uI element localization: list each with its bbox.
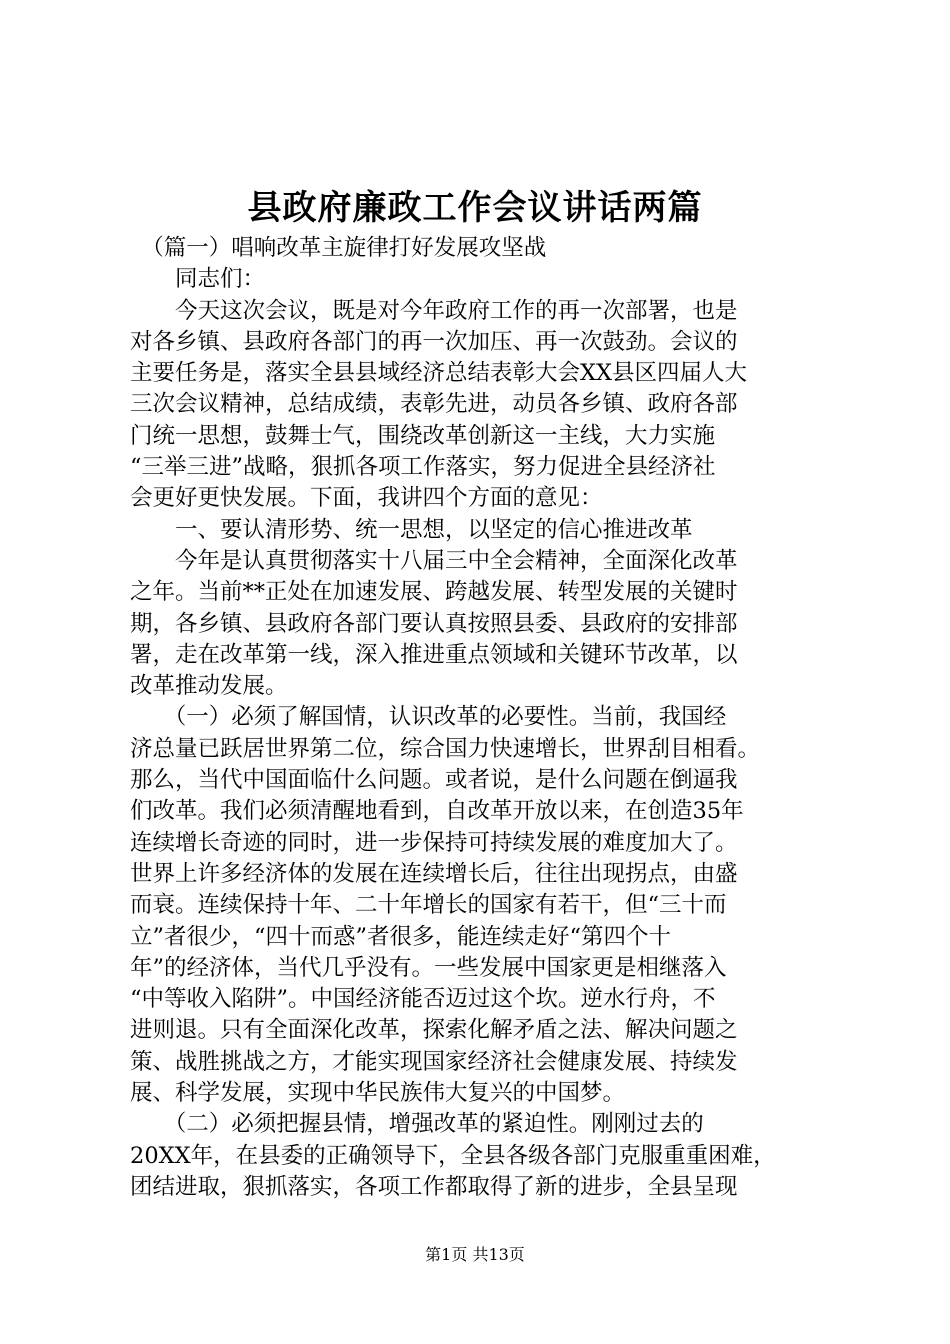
text-line: （篇一）唱响改革主旋律打好发展攻坚战 [130,235,547,261]
page-footer: 第1页 共13页 [425,1245,525,1264]
text-line: 一、要认清形势、统一思想，以坚定的信心推进改革 [130,516,693,543]
text-line: 同志们： [130,266,266,293]
text-line: （一）必须了解国情，认识改革的必要性。当前，我国经 [130,704,727,731]
text-line: 改革推动发展。 [130,673,288,700]
text-line: 门统一思想，鼓舞士气，围绕改革创新这一主线，大力实施 [130,422,716,449]
text-line: 署，走在改革第一线，深入推进重点领域和关键环节改革，以 [130,641,738,668]
text-line: 策、战胜挑战之方，才能实现国家经济社会健康发展、持续发 [130,1048,738,1075]
text-line: 世界上许多经济体的发展在连续增长后，往往出现拐点，由盛 [130,860,738,887]
text-line: 济总量已跃居世界第二位，综合国力快速增长，世界刮目相看。 [130,735,761,762]
text-line: 20XX年，在县委的正确领导下，全县各级各部门克服重重困难， [130,1142,776,1169]
text-line: 对各乡镇、县政府各部门的再一次加压、再一次鼓劲。会议的 [130,328,738,355]
text-line: 连续增长奇迹的同时，进一步保持可持续发展的难度加大了。 [130,829,738,856]
text-line: 们改革。我们必须清醒地看到，自改革开放以来，在创造35年 [130,798,744,825]
text-line: “中等收入陷阱”。中国经济能否迈过这个坎。逆水行舟，不 [130,986,716,1013]
text-line: 年”的经济体，当代几乎没有。一些发展中国家更是相继落入 [130,954,727,981]
text-line: 展、科学发展，实现中华民族伟大复兴的中国梦。 [130,1080,626,1107]
text-line: 期，各乡镇、县政府各部门要认真按照县委、县政府的安排部 [130,610,738,637]
text-line: 立”者很少，“四十而惑”者很多，能连续走好“第四个十 [130,923,672,950]
document-title: 县政府廉政工作会议讲话两篇 [247,188,703,228]
text-line: 今天这次会议，既是对今年政府工作的再一次部署，也是 [130,297,738,324]
text-line: 主要任务是，落实全县县域经济总结表彰大会XX县区四届人大 [130,360,748,387]
text-line: 那么，当代中国面临什么问题。或者说，是什么问题在倒逼我 [130,767,738,794]
text-line: 进则退。只有全面深化改革，探索化解矛盾之法、解决问题之 [130,1017,738,1044]
text-line: “三举三进”战略，狠抓各项工作落实，努力促进全县经济社 [130,454,716,481]
text-line: 而衰。连续保持十年、二十年增长的国家有若干，但“三十而 [130,892,727,919]
text-line: 团结进取，狠抓落实，各项工作都取得了新的进步，全县呈现 [130,1173,738,1200]
text-line: 三次会议精神，总结成绩，表彰先进，动员各乡镇、政府各部 [130,391,738,418]
text-line: （二）必须把握县情，增强改革的紧迫性。刚刚过去的 [130,1111,704,1138]
text-line: 之年。当前**正处在加速发展、跨越发展、转型发展的关键时 [130,579,738,606]
document-body [130,233,830,1203]
text-line: 今年是认真贯彻落实十八届三中全会精神，全面深化改革 [130,547,738,574]
text-line: 会更好更快发展。下面，我讲四个方面的意见： [130,485,603,512]
